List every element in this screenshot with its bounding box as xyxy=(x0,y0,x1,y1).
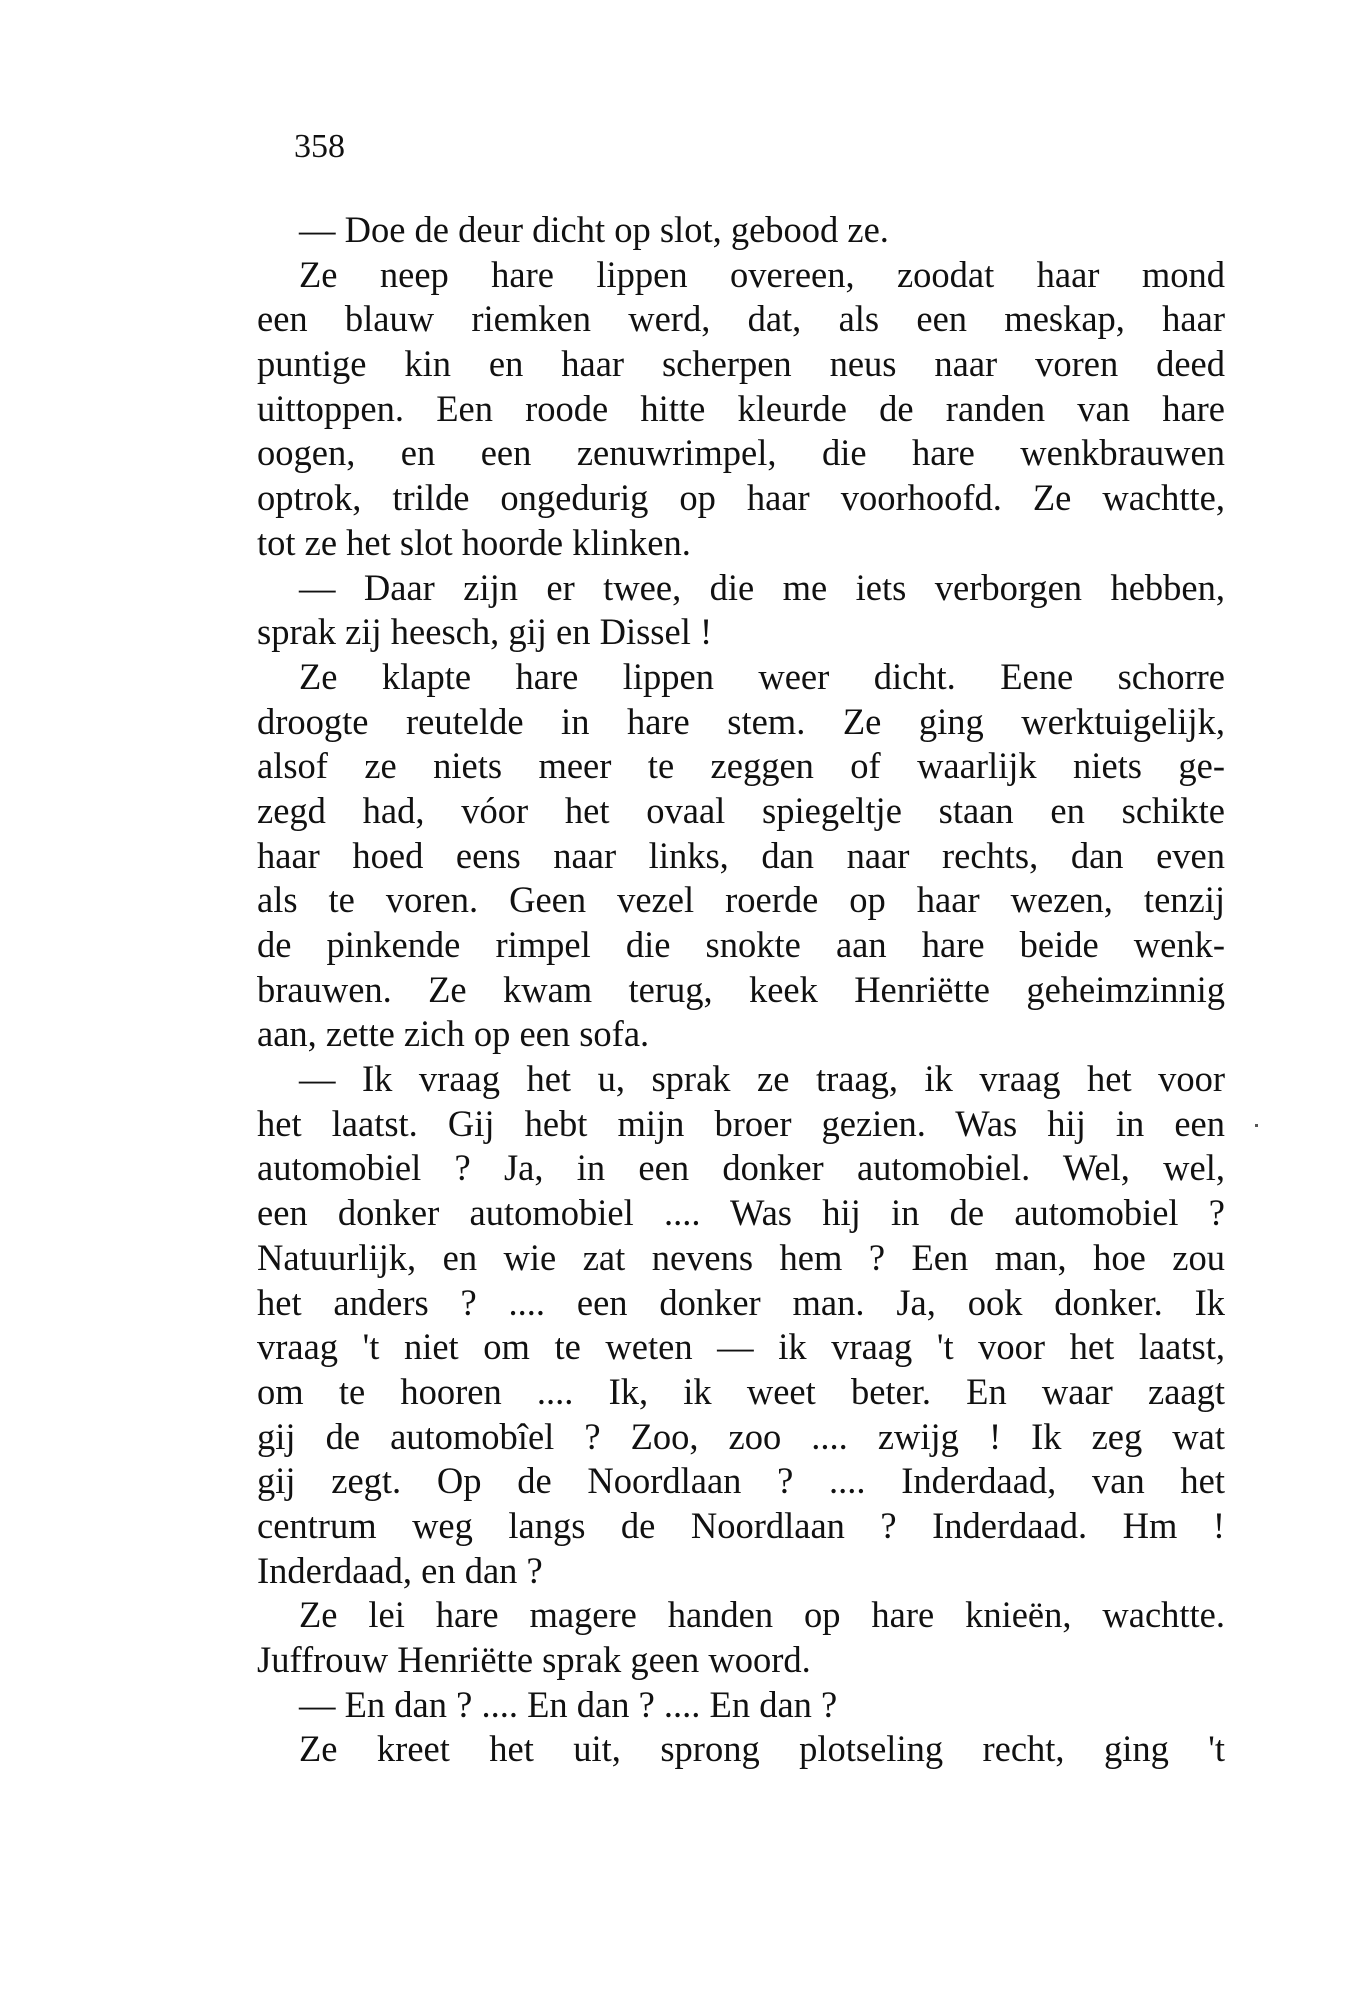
text-line: Ze klapte hare lippen weer dicht. Eene schorre xyxy=(299,655,1225,697)
text-line: als te voren. Geen vezel roerde op haar wezen, tenzij xyxy=(257,879,1225,921)
text-line: — Doe de deur dicht op slot, gebood ze. xyxy=(299,209,889,250)
text-line: alsof ze niets meer te zeggen of waarlijk niets ge- xyxy=(257,745,1225,787)
text-line: automobiel ? Ja, in een donker automobiel. Wel, wel, xyxy=(257,1147,1225,1189)
text-line: aan, zette zich op een sofa. xyxy=(257,1013,650,1055)
text-line: zegd had, vóor het ovaal spiegeltje staan en schikte xyxy=(257,789,1225,831)
text-line: om te hooren .... Ik, ik weet beter. En waar zaagt xyxy=(257,1370,1225,1412)
page-number: 358 xyxy=(294,128,345,165)
text-line: — Daar zijn er twee, die me iets verborgen hebben, xyxy=(299,566,1225,608)
text-line: een blauw riemken werd, dat, als een meskap, haar xyxy=(257,298,1225,340)
text-line: oogen, en een zenuwrimpel, die hare wenkbrauwen xyxy=(257,432,1225,474)
text-line: centrum weg langs de Noordlaan ? Inderdaad. Hm ! xyxy=(257,1504,1225,1546)
text-line: een donker automobiel .... Was hij in de automobiel ? xyxy=(257,1192,1225,1234)
text-line: gij de automobîel ? Zoo, zoo .... zwijg ! Ik zeg wat xyxy=(257,1415,1225,1457)
text-line: Inderdaad, en dan ? xyxy=(257,1549,543,1591)
text-line: tot ze het slot hoorde klinken. xyxy=(257,521,691,563)
text-line: puntige kin en haar scherpen neus naar voren deed xyxy=(257,343,1225,385)
text-line: de pinkende rimpel die snokte aan hare beide wenk- xyxy=(257,924,1225,965)
text-line: vraag 't niet om te weten — ik vraag 't voor het laatst, xyxy=(257,1326,1225,1368)
text-line: — Ik vraag het u, sprak ze traag, ik vraag het voor xyxy=(299,1058,1225,1100)
text-line: gij zegt. Op de Noordlaan ? .... Inderdaad, van het xyxy=(257,1460,1225,1502)
text-line: haar hoed eens naar links, dan naar rechts, dan even xyxy=(257,834,1225,876)
text-line: optrok, trilde ongedurig op haar voorhoofd. Ze wachtte, xyxy=(257,477,1225,519)
text-line: het laatst. Gij hebt mijn broer gezien. Was hij in een xyxy=(257,1102,1225,1144)
body-text xyxy=(257,208,1225,1772)
text-line: — En dan ? .... En dan ? .... En dan ? xyxy=(299,1683,838,1725)
text-line: Ze neep hare lippen overeen, zoodat haar mond xyxy=(299,253,1225,295)
text-line: Ze kreet het uit, sprong plotseling recht, ging 't xyxy=(299,1728,1225,1770)
scan-speck xyxy=(1255,1124,1258,1127)
text-line: Natuurlijk, en wie zat nevens hem ? Een man, hoe zou xyxy=(257,1236,1225,1278)
text-line: brauwen. Ze kwam terug, keek Henriëtte geheimzinnig xyxy=(257,968,1225,1010)
text-line: het anders ? .... een donker man. Ja, ook donker. Ik xyxy=(257,1281,1225,1323)
text-line: sprak zij heesch, gij en Dissel ! xyxy=(257,611,713,653)
text-line: uittoppen. Een roode hitte kleurde de randen van hare xyxy=(257,387,1225,429)
text-line: droogte reutelde in hare stem. Ze ging werktuigelijk, xyxy=(257,700,1225,742)
text-line: Ze lei hare magere handen op hare knieën, wachtte. xyxy=(299,1594,1225,1636)
text-line: Juffrouw Henriëtte sprak geen woord. xyxy=(257,1639,811,1680)
